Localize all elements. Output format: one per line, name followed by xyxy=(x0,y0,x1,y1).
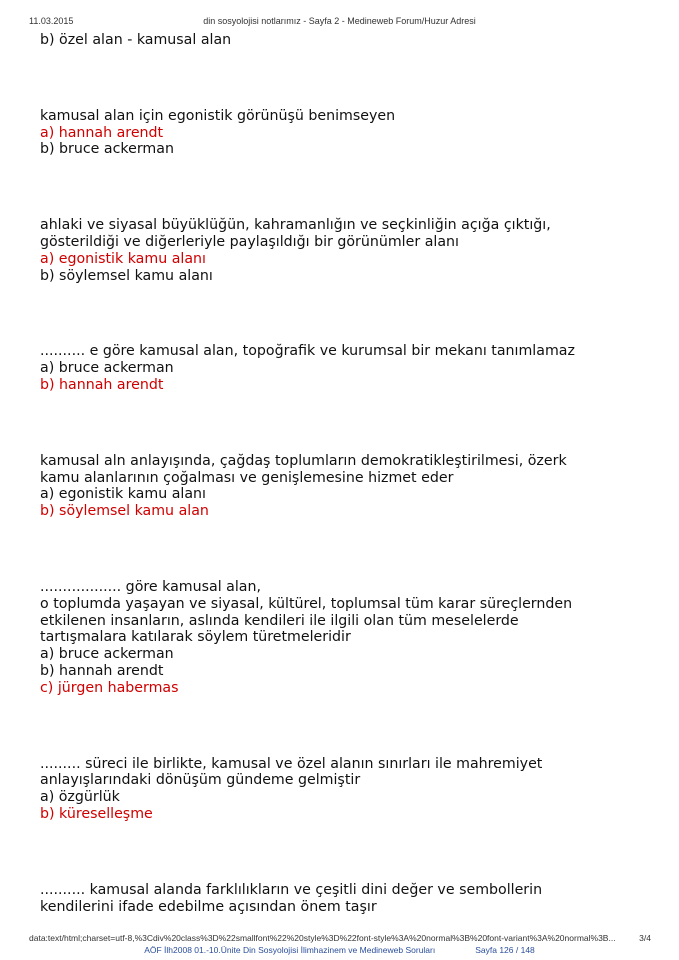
question-text: kendilerini ifade edebilme açısından önem taşır xyxy=(40,898,377,915)
print-page-number: 3/4 xyxy=(639,933,651,943)
questions-container xyxy=(40,108,640,916)
answer-option-correct: b) hannah arendt xyxy=(40,376,164,393)
top-answer-line: b) özel alan - kamusal alan xyxy=(40,32,232,48)
question-text: .................. göre kamusal alan, xyxy=(40,578,261,595)
question-list xyxy=(40,32,640,915)
question-text: kamusal aln anlayışında, çağdaş toplumların demokratikleştirilmesi, özerk xyxy=(40,452,567,469)
book-page-number: Sayfa 126 / 148 xyxy=(475,945,535,955)
spacer xyxy=(40,284,640,343)
question-block xyxy=(40,217,640,284)
question-text: tartışmalara katılarak söylem türetmeleridir xyxy=(40,629,351,646)
question-block xyxy=(40,882,640,916)
question-text: kamusal alan için egonistik görünüşü benimseyen xyxy=(40,107,396,124)
question-text: ahlaki ve siyasal büyüklüğün, kahramanlığın ve seçkinliğin açığa çıktığı, xyxy=(40,217,551,234)
answer-option: a) özgürlük xyxy=(40,789,120,806)
book-footer xyxy=(0,945,679,955)
question-text: .......... e göre kamusal alan, topoğrafik ve kurumsal bir mekanı tanımlamaz xyxy=(40,343,575,360)
answer-option: a) bruce ackerman xyxy=(40,646,174,663)
book-title: AÖF İlh2008 01.-10.Ünite Din Sosyolojisi İlimhazinem ve Medineweb Soruları xyxy=(144,945,436,955)
answer-option-correct: b) söylemsel kamu alan xyxy=(40,503,209,520)
answer-option: b) hannah arendt xyxy=(40,662,164,679)
spacer xyxy=(40,823,640,882)
spacer xyxy=(40,394,640,453)
question-text: etkilenen insanların, aslında kendileri ile ilgili olan tüm meselelerde xyxy=(40,612,519,629)
question-text: ......... süreci ile birlikte, kamusal ve özel alanın sınırları ile mahremiyet xyxy=(40,755,543,772)
answer-option: a) bruce ackerman xyxy=(40,360,174,377)
answer-option-correct: b) küreselleşme xyxy=(40,805,153,822)
spacer xyxy=(40,158,640,217)
answer-option: b) söylemsel kamu alanı xyxy=(40,267,213,284)
question-block xyxy=(40,579,640,697)
spacer xyxy=(40,697,640,756)
spacer xyxy=(40,49,640,108)
answer-option-correct: a) egonistik kamu alanı xyxy=(40,250,206,267)
print-page-title: din sosyolojisi notlarımız - Sayfa 2 - Medineweb Forum/Huzur Adresi xyxy=(203,16,476,26)
print-date: 11.03.2015 xyxy=(29,16,74,26)
question-text: .......... kamusal alanda farklılıkların ve çeşitli dini değer ve sembollerin xyxy=(40,881,543,898)
answer-option-correct: a) hannah arendt xyxy=(40,124,164,141)
question-block xyxy=(40,756,640,823)
question-block xyxy=(40,343,640,393)
answer-option-correct: c) jürgen habermas xyxy=(40,679,179,696)
question-text: kamu alanlarının çoğalması ve genişlemesine hizmet eder xyxy=(40,469,454,486)
answer-option: b) bruce ackerman xyxy=(40,141,174,158)
question-text: anlayışlarındaki dönüşüm gündeme gelmiştir xyxy=(40,772,361,789)
print-source-url: data:text/html;charset=utf-8,%3Cdiv%20class%3D%22smallfont%22%20style%3D%22font-style%3A%20normal%3B%20font-variant%3A%20normal%3B... xyxy=(29,933,616,943)
question-text: gösterildiği ve diğerleriyle paylaşıldığı bir görünümler alanı xyxy=(40,233,459,250)
question-text: o toplumda yaşayan ve siyasal, kültürel, toplumsal tüm karar süreçlernden xyxy=(40,595,573,612)
spacer xyxy=(40,520,640,579)
question-block xyxy=(40,453,640,520)
answer-option: a) egonistik kamu alanı xyxy=(40,486,206,503)
question-block xyxy=(40,108,640,158)
